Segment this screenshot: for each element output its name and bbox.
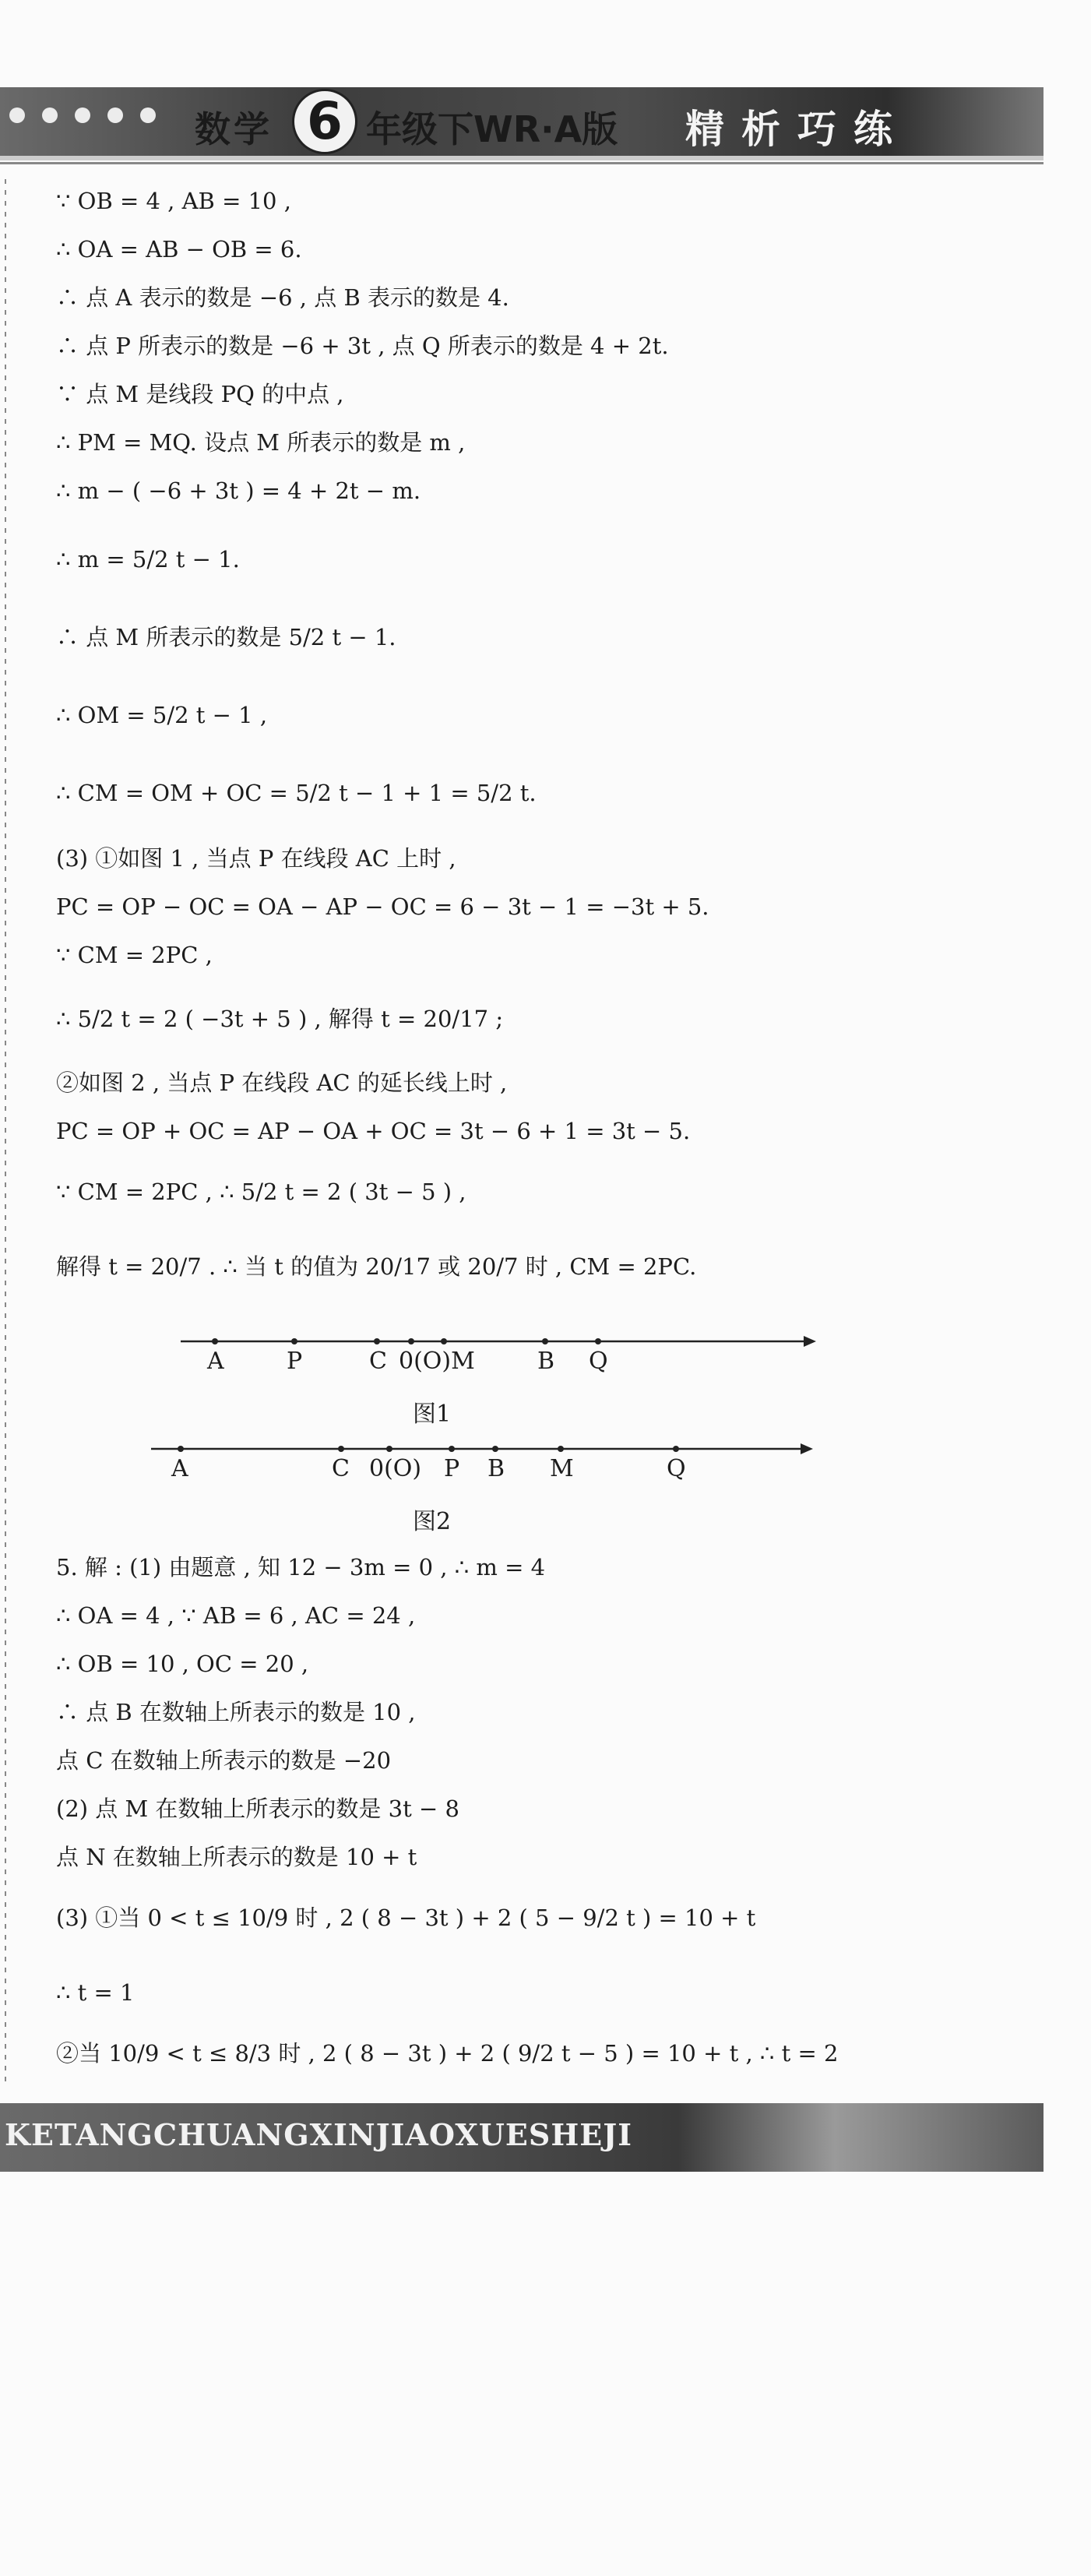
header-subject: 数学	[195, 108, 273, 150]
solution-line: ∴ OM = 5/2 t − 1 ,	[56, 702, 268, 728]
page-header	[0, 87, 1043, 160]
solution-line: (2) 点 M 在数轴上所表示的数是 3t − 8	[56, 1795, 459, 1822]
figure2-caption: 图2	[413, 1508, 452, 1535]
point-label: C	[332, 1455, 350, 1482]
solution-line: ∴ OA = AB − OB = 6.	[56, 236, 302, 263]
page-footer	[0, 2103, 1043, 2172]
solution-line: ∴ OA = 4 , ∵ AB = 6 , AC = 24 ,	[56, 1602, 416, 1629]
solution-line: ∴ m − ( −6 + 3t ) = 4 + 2t − m.	[56, 477, 421, 504]
figure1-caption: 图1	[413, 1401, 452, 1428]
point-label: A	[207, 1348, 224, 1375]
point-label: 0(O)M	[399, 1348, 475, 1375]
solution-line: ∵ 点 M 是线段 PQ 的中点 ,	[56, 381, 344, 407]
solution-line: ∵ CM = 2PC ,	[56, 942, 213, 968]
point-label: A	[171, 1455, 188, 1482]
header-rule	[0, 162, 1043, 164]
point-label: C	[369, 1348, 387, 1375]
solution-line: ②当 10/9 < t ≤ 8/3 时 , 2 ( 8 − 3t ) + 2 ( 9/2 t − 5 ) = 10 + t , ∴ t = 2	[56, 2040, 839, 2067]
point-label: Q	[667, 1455, 686, 1482]
header-dots-decoration	[9, 107, 156, 123]
footer-text: KETANGCHUANGXINJIAOXUESHEJI	[5, 2117, 632, 2152]
solution-line: ∴ m = 5/2 t − 1.	[56, 546, 240, 573]
solution-line: 5. 解 : (1) 由题意 , 知 12 − 3m = 0 , ∴ m = 4	[56, 1554, 546, 1580]
solution-line: ∴ 点 B 在数轴上所表示的数是 10 ,	[56, 1699, 416, 1725]
solution-line: PC = OP + OC = AP − OA + OC = 3t − 6 + 1 = 3t − 5.	[56, 1118, 691, 1144]
point-label: P	[287, 1348, 303, 1375]
solution-line: (3) ①如图 1 , 当点 P 在线段 AC 上时 ,	[56, 845, 456, 872]
point-label: M	[550, 1455, 574, 1482]
solution-line: ∴ 点 P 所表示的数是 −6 + 3t , 点 Q 所表示的数是 4 + 2t.	[56, 333, 669, 359]
point-label: Q	[589, 1348, 608, 1375]
solution-line: (3) ①当 0 < t ≤ 10/9 时 , 2 ( 8 − 3t ) + 2 ( 5 − 9/2 t ) = 10 + t	[56, 1905, 756, 1931]
solution-line: ∴ OB = 10 , OC = 20 ,	[56, 1651, 309, 1677]
solution-line: ∴ 点 M 所表示的数是 5/2 t − 1.	[56, 624, 396, 650]
solution-line: PC = OP − OC = OA − AP − OC = 6 − 3t − 1 = −3t + 5.	[56, 893, 709, 920]
point-label: 0(O)	[369, 1455, 422, 1482]
solution-line: ∴ 5/2 t = 2 ( −3t + 5 ) , 解得 t = 20/17 ;	[56, 1006, 504, 1032]
solution-line: ∴ PM = MQ. 设点 M 所表示的数是 m ,	[56, 429, 466, 456]
solution-line: ∴ t = 1	[56, 1979, 135, 2006]
solution-line: ∴ 点 A 表示的数是 −6 , 点 B 表示的数是 4.	[56, 284, 509, 311]
point-label: B	[537, 1348, 555, 1375]
solution-line: 点 C 在数轴上所表示的数是 −20	[56, 1747, 392, 1774]
header-grade-number: 6	[292, 89, 357, 154]
header-series-title: 精析巧练	[685, 107, 910, 152]
solution-line: ②如图 2 , 当点 P 在线段 AC 的延长线上时 ,	[56, 1070, 508, 1096]
solution-line: 解得 t = 20/7 . ∴ 当 t 的值为 20/17 或 20/7 时 , CM = 2PC.	[56, 1253, 697, 1280]
solution-line: ∵ OB = 4 , AB = 10 ,	[56, 188, 291, 214]
binding-margin-line	[5, 179, 6, 2088]
solution-line: 点 N 在数轴上所表示的数是 10 + t	[56, 1844, 417, 1870]
point-label: P	[444, 1455, 460, 1482]
solution-line: ∴ CM = OM + OC = 5/2 t − 1 + 1 = 5/2 t.	[56, 780, 537, 806]
point-label: B	[487, 1455, 505, 1482]
header-edition: 年级下WR·A版	[366, 108, 618, 150]
solution-line: ∵ CM = 2PC , ∴ 5/2 t = 2 ( 3t − 5 ) ,	[56, 1179, 466, 1205]
